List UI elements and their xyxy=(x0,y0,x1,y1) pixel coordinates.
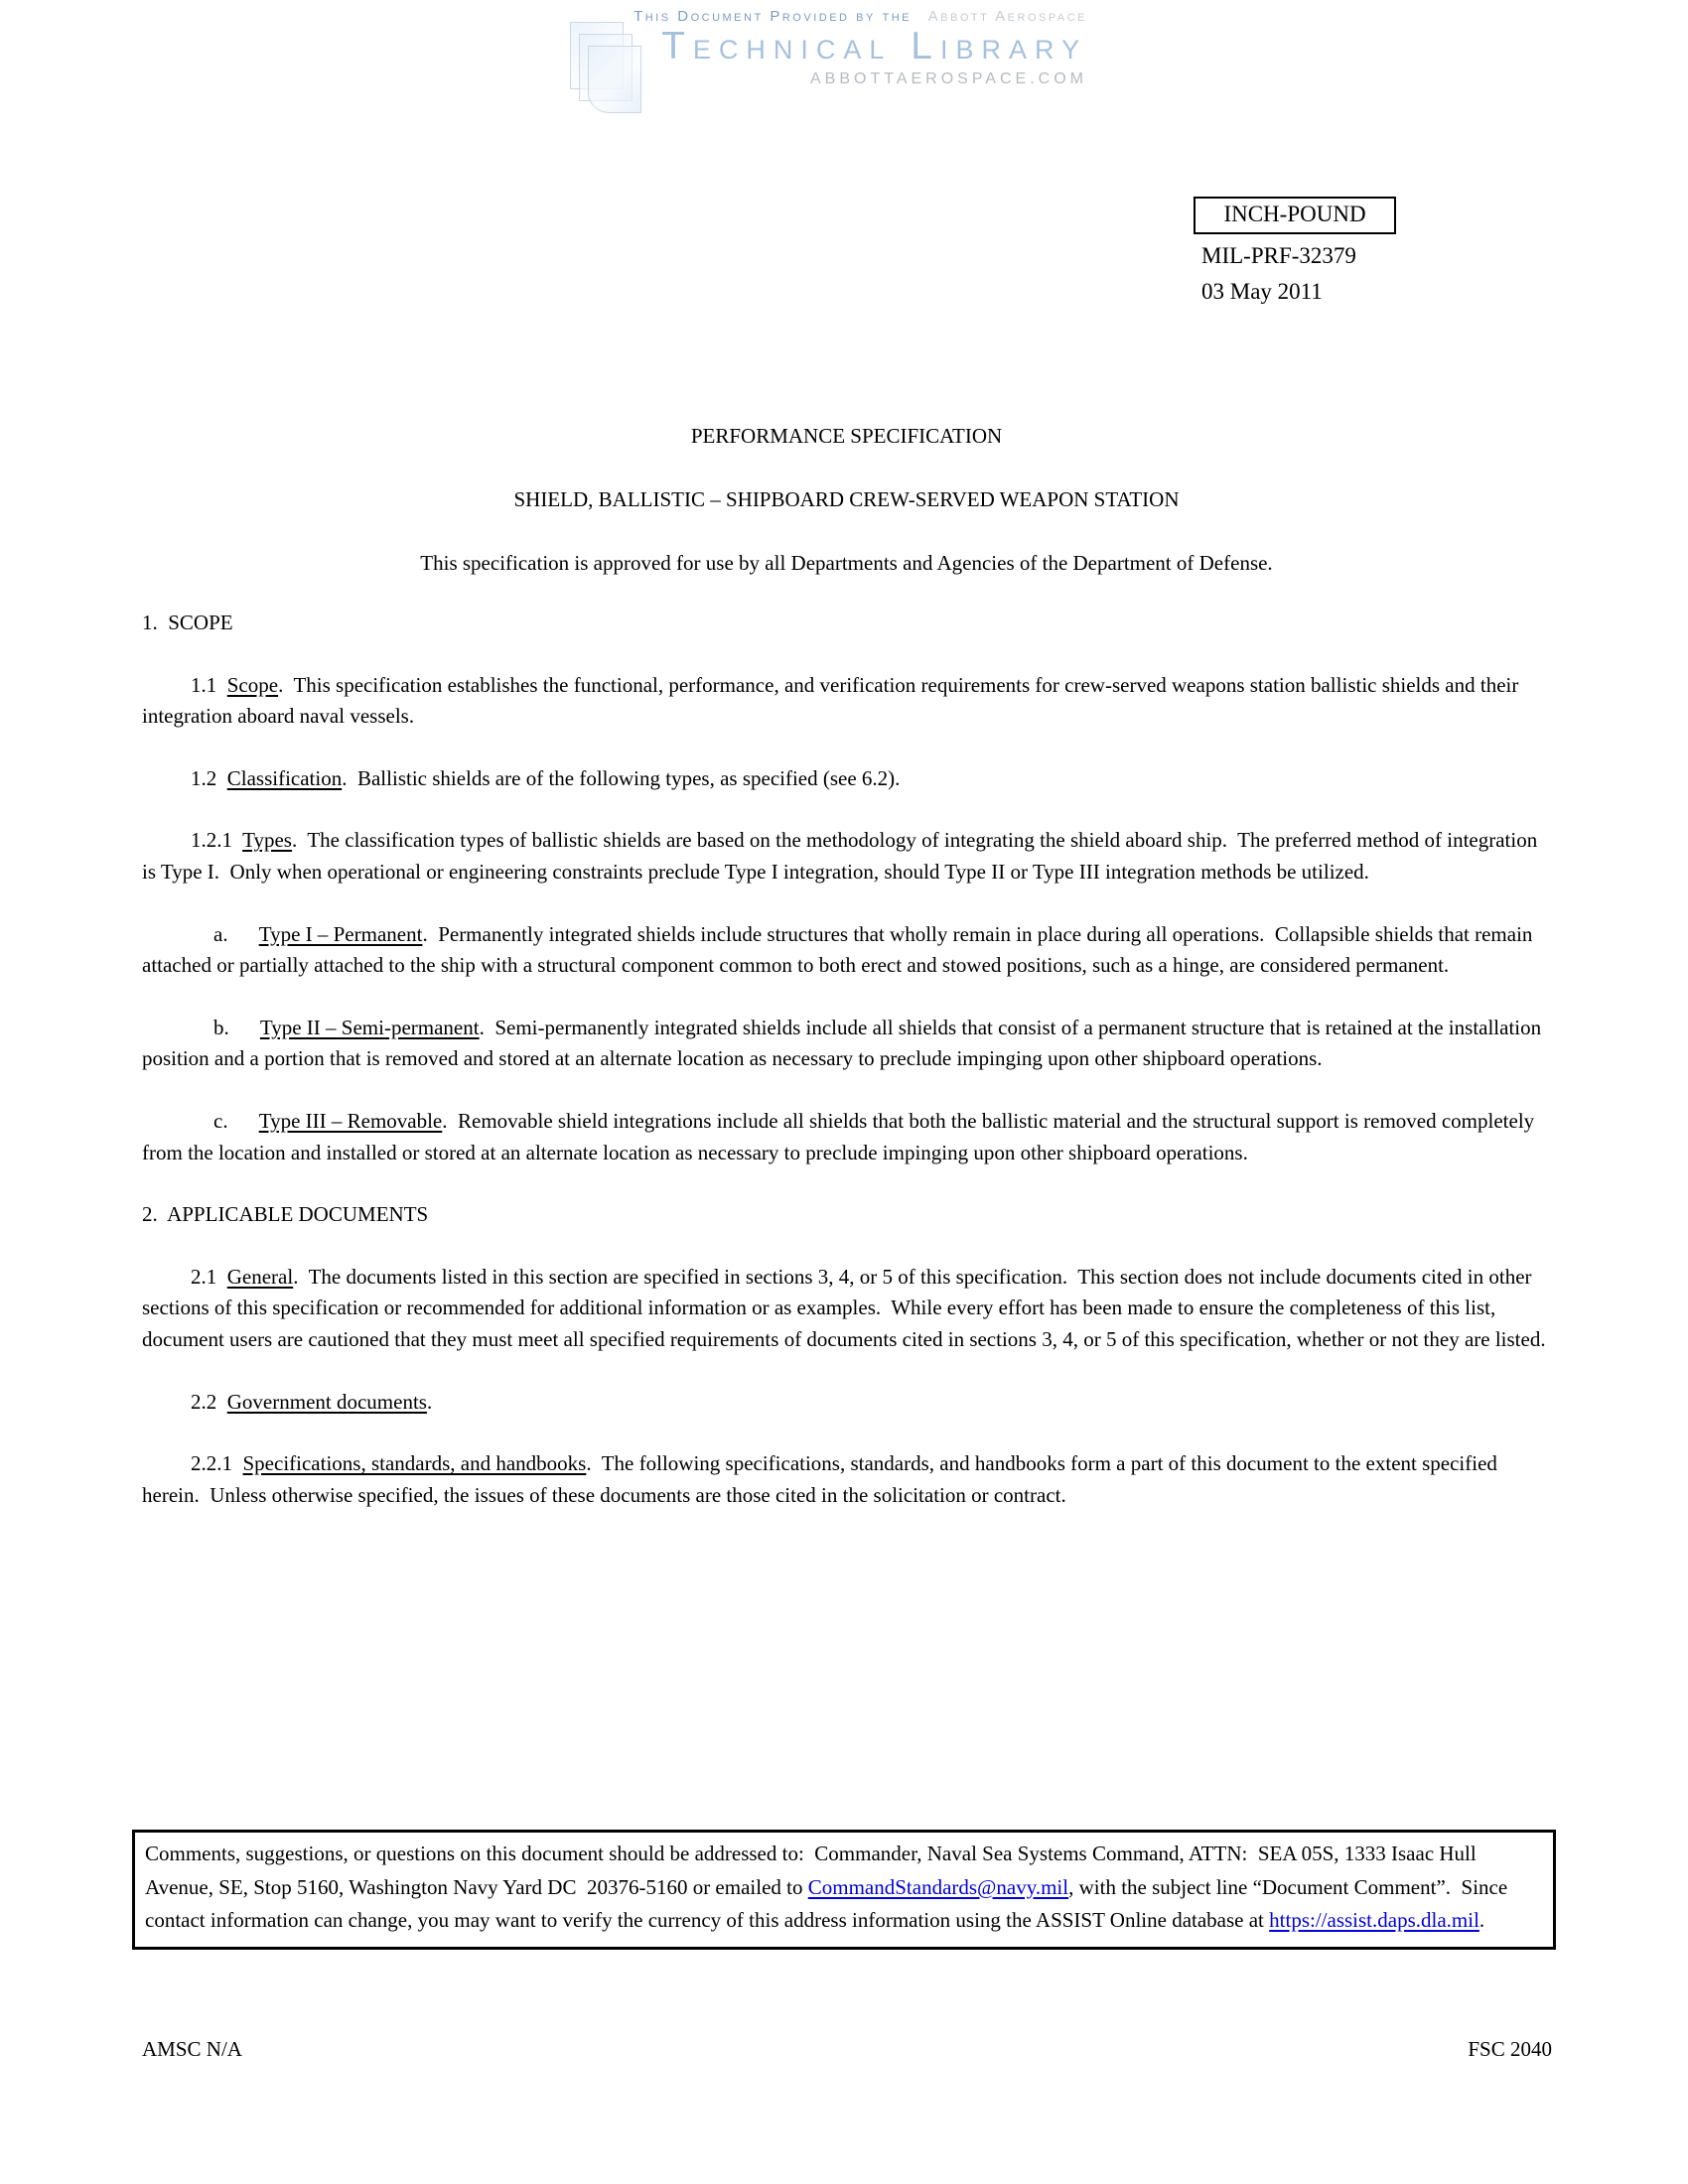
text-run: . The following specifications, standards, and handbooks form a part of this document to the extent specified herein. Unless otherwise specified, the issues of these documents are those cited in the solicitation or contract. xyxy=(142,1451,1503,1507)
brand-tagline-company: Abbott Aerospace xyxy=(927,8,1087,25)
text-run: . Semi-permanently integrated shields include all shields that consist of a permanent structure that is retained at the installation position and a portion that is removed and stored at an alternate location as necessary to preclude impinging upon other shipboard operations. xyxy=(142,1015,1547,1071)
approval-statement: This specification is approved for use by all Departments and Agencies of the Department of Defense. xyxy=(420,551,1273,575)
text-run: 2.2.1 xyxy=(191,1451,243,1476)
underlined-term: Type II – Semi-permanent xyxy=(259,1015,480,1039)
paragraph xyxy=(142,1448,1556,1511)
paragraph xyxy=(142,919,1556,982)
paragraph xyxy=(142,1106,1556,1168)
text-run: b. xyxy=(213,1015,260,1039)
paragraph xyxy=(142,1262,1556,1356)
section-heading xyxy=(142,1199,1556,1231)
text-run: . xyxy=(426,1389,433,1414)
paragraph xyxy=(142,763,1556,795)
text-run: , with the subject line “Document Comment”. Since contact information can change, you may want to verify the currency of this address information using the ASSIST Online database at xyxy=(145,1874,1513,1932)
paragraph xyxy=(142,1013,1556,1075)
document-date: 03 May 2011 xyxy=(1201,278,1323,304)
text-run: 1.2 xyxy=(191,765,227,790)
text-run: . This specification establishes the functional, performance, and verification requirements for crew-served weapons station ballistic shields and their integration aboard naval vessels. xyxy=(142,672,1524,729)
comment-box xyxy=(132,1830,1556,1950)
page-footer xyxy=(142,2037,1552,2062)
text-run: c. xyxy=(213,1108,259,1133)
text-run: . xyxy=(1478,1908,1485,1932)
paragraph xyxy=(142,1387,1556,1419)
text-run: . Removable shield integrations include all shields that both the ballistic material and the structural support is removed completely from the location and installed or stored at an alternate location as necessary to preclude impinging upon other shipboard operations. xyxy=(142,1108,1540,1164)
paragraph xyxy=(142,670,1556,733)
document-body xyxy=(142,608,1556,1542)
text-run: a. xyxy=(213,921,259,946)
underlined-term: General xyxy=(226,1264,294,1289)
title-block xyxy=(142,421,1551,579)
text-run: . Permanently integrated shields include structures that wholly remain in place during all operations. Collapsible shields that remain attached or partially attached to the ship with a structural component common to both erect and stowed positions, such as a hinge, are considered permanent. xyxy=(142,921,1538,978)
inch-pound-box: INCH-POUND xyxy=(1194,197,1396,234)
text-run: 1.2.1 xyxy=(191,828,243,853)
text-run: . The classification types of ballistic shields are based on the methodology of integrating the shield aboard ship. The preferred method of integration is Type I. Only when operational or engineering constraints preclude Type I integration, should Type II or Type III integration methods be utilized. xyxy=(142,828,1543,884)
text-run: 2.1 xyxy=(191,1264,227,1289)
document-number: MIL-PRF-32379 xyxy=(1201,242,1356,268)
spec-type-heading: PERFORMANCE SPECIFICATION xyxy=(690,424,1003,448)
text-run: 1.1 xyxy=(191,672,227,697)
section-heading xyxy=(142,608,1556,639)
spec-subject-heading: SHIELD, BALLISTIC – SHIPBOARD CREW-SERVED WEAPON STATION xyxy=(513,487,1180,511)
brand-website: ABBOTTAEROSPACE.COM xyxy=(810,70,1087,87)
text-run: . The documents listed in this section are specified in sections 3, 4, or 5 of this specification. This section does not include documents cited in other sections of this specification or recommended for additional information or as examples. While every effort has been made to ensure the completeness of this list, document users are cautioned that they must meet all specified requirements of documents cited in sections 3, 4, or 5 of this specification, whether or not they are listed. xyxy=(142,1264,1546,1351)
underlined-term: Government documents xyxy=(226,1389,427,1414)
footer-amsc: AMSC N/A xyxy=(142,2037,242,2061)
hyperlink[interactable]: CommandStandards@navy.mil xyxy=(807,1874,1069,1899)
header-branding xyxy=(551,8,1087,88)
text-run: 2. APPLICABLE DOCUMENTS xyxy=(142,1202,429,1227)
text-run: . Ballistic shields are of the following types, as specified (see 6.2). xyxy=(342,765,901,790)
document-id-block xyxy=(1194,197,1396,306)
text-run: 2.2 xyxy=(191,1389,227,1414)
text-run: Comments, suggestions, or questions on this document should be addressed to: Commander, Naval Sea Systems Command, ATTN: SEA 05S, 1333 Isaac Hull Avenue, SE, Stop 5160, Washington Navy Yard DC 20376-5160 or emailed to xyxy=(145,1842,1480,1899)
underlined-term: Specifications, standards, and handbooks xyxy=(242,1451,587,1476)
underlined-term: Type III – Removable xyxy=(258,1108,443,1133)
text-run: 1. SCOPE xyxy=(142,611,233,634)
brand-tagline-prefix: This Document Provided by the xyxy=(633,8,912,25)
brand-tagline xyxy=(551,8,1087,25)
footer-fsc: FSC 2040 xyxy=(1468,2037,1552,2061)
underlined-term: Scope xyxy=(226,672,279,697)
paragraph xyxy=(142,825,1556,887)
underlined-term: Types xyxy=(242,828,292,853)
brand-title: Technical Library xyxy=(661,25,1087,68)
underlined-term: Classification xyxy=(226,765,343,790)
hyperlink[interactable]: https://assist.daps.dla.mil xyxy=(1269,1908,1479,1932)
underlined-term: Type I – Permanent xyxy=(258,921,423,946)
